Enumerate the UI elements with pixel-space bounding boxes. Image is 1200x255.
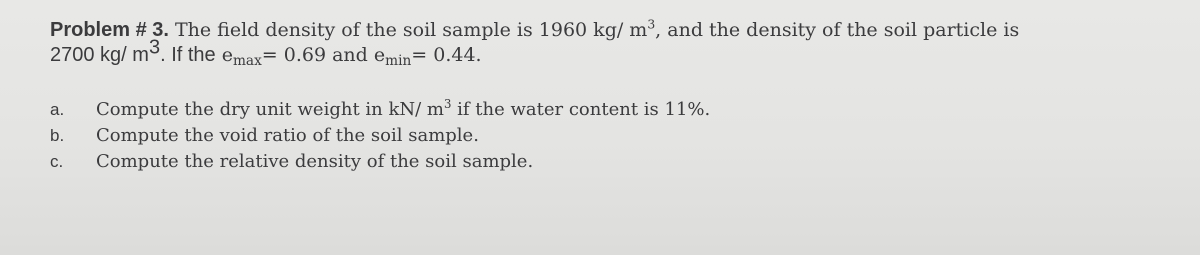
problem-sentence-1-continued: , and the density of the soil particle is xyxy=(655,19,1020,41)
problem-line-2 xyxy=(50,36,1170,70)
list-item xyxy=(50,97,1170,123)
problem-parts-list xyxy=(50,97,1170,175)
part-text: Compute the relative density of the soil sample. xyxy=(96,151,534,172)
list-item xyxy=(50,123,1170,149)
problem-line-1 xyxy=(50,18,1170,43)
emin-variable: $e_{min}$ xyxy=(373,44,412,70)
emax-variable: $e_{max}$ xyxy=(221,44,262,70)
part-text: Compute the void ratio of the soil sample. xyxy=(96,125,479,146)
part-letter: c. xyxy=(50,152,64,171)
particle-density-value: 2700 kg/ m xyxy=(50,44,149,66)
problem-statement xyxy=(50,18,1170,70)
problem-sentence-1: The field density of the soil sample is 1960 kg/ m xyxy=(174,19,648,41)
if-the-text: . If the xyxy=(160,44,216,66)
part-letter: b. xyxy=(50,126,65,145)
unit-exponent: 3 xyxy=(647,17,656,32)
part-text: Compute the dry unit weight in kN/ $m^3$ if the water content is 11%. xyxy=(96,97,711,120)
particle-density-exponent: 3 xyxy=(148,36,161,59)
emin-equation: = 0.44. xyxy=(411,44,482,66)
problem-heading: Problem # 3. xyxy=(50,19,169,41)
part-letter: a. xyxy=(50,100,65,119)
list-item xyxy=(50,149,1170,175)
emax-equation: = 0.69 and xyxy=(261,44,368,66)
